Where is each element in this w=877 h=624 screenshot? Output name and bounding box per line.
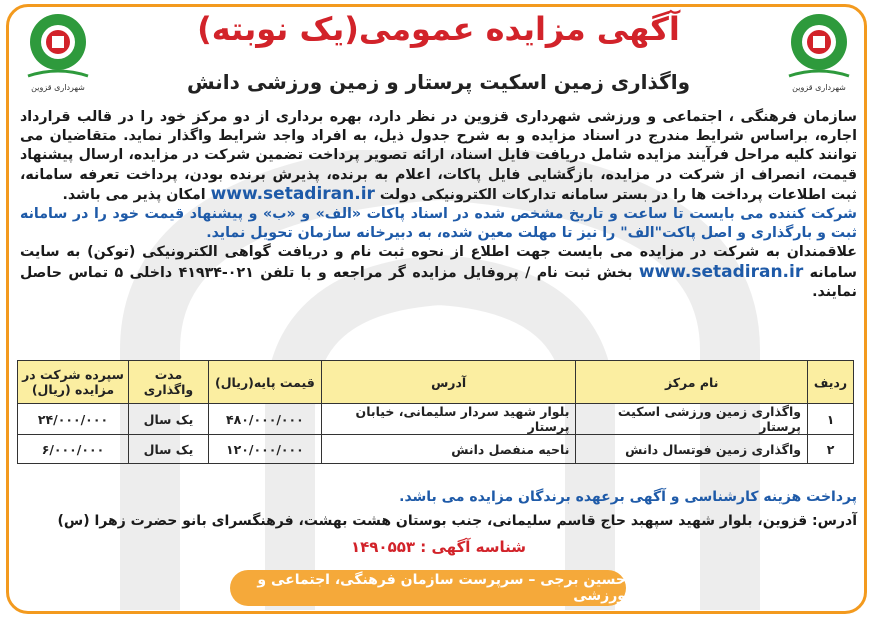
cell-address: ناحیه منفصل دانش bbox=[321, 435, 576, 464]
table-row bbox=[18, 404, 854, 435]
cell-duration: یک سال bbox=[128, 404, 208, 435]
ad-body bbox=[20, 108, 857, 302]
cell-deposit: ۲۴/۰۰۰/۰۰۰ bbox=[18, 404, 129, 435]
body-paragraph-1: سازمان فرهنگی ، اجتماعی و ورزشی شهرداری قزوین در نظر دارد، بهره برداری از دو مرکز خود را در قالب قرارداد اجاره، براساس شرایط مندرج در اسناد مزایده و به شرح جدول ذیل، به افراد واجد شرایط واگذار نماید. متقاضیان می توانند کلیه مراحل فرآیند مزایده شامل دریافت فایل اسناد، ارائه تصویر پرداخت تضمین شرکت در مزایده، ارسال پیشنهاد قیمت، انصراف از شرکت در مزایده، بازگشایی فایل پاکات، اعلام به برنده، پذیرش برنده بودن، پرداخت تعرفه سامانه، ثبت اطلاعات پرداخت ها را در بستر سامانه تدارکات الکترونیکی دولت bbox=[20, 109, 857, 203]
body-paragraph-3-end: بخش ثبت نام / پروفایل مزایده گر مراجعه و با تلفن ۰۲۱-۴۱۹۳۴ داخلی ۵ تماس حاصل نمایند. bbox=[20, 264, 857, 300]
header-deposit: سپرده شرکت در مزایده (ریال) bbox=[18, 361, 129, 404]
body-paragraph-3: علاقمندان به شرکت در مزایده می بایست جهت اطلاع از نحوه ثبت نام و دریافت گواهی الکترونیکی (توکن) به سایت سامانه bbox=[20, 244, 857, 281]
table-row bbox=[18, 435, 854, 464]
body-paragraph bbox=[20, 243, 857, 302]
header-duration: مدت واگذاری bbox=[128, 361, 208, 404]
cost-note: پرداخت هزینه کارشناسی و آگهی برعهده برندگان مزایده می باشد. bbox=[399, 489, 857, 505]
svg-text:شهرداری قزوین: شهرداری قزوین bbox=[31, 83, 85, 92]
ad-title: آگهی مزایده عمومی(یک نوبته) bbox=[197, 10, 680, 48]
body-paragraph bbox=[20, 108, 857, 205]
cell-center-name: واگذاری زمین ورزشی اسکیت پرستار bbox=[576, 404, 808, 435]
setadiran-link[interactable]: www.setadiran.ir bbox=[210, 183, 375, 204]
cell-base-price: ۴۸۰/۰۰۰/۰۰۰ bbox=[208, 404, 321, 435]
body-paragraph-2: شرکت کننده می بایست تا ساعت و تاریخ مشخص شده در اسناد پاکات «الف» و «ب» و پیشنهاد قیمت خود را در سامانه ثبت و بارگذاری و اصل پاکت"الف" را نیز تا مهلت معین شده، به دبیرخانه سازمان تحویل نماید. bbox=[20, 206, 857, 242]
cell-row-number: ۲ bbox=[808, 435, 854, 464]
cell-duration: یک سال bbox=[128, 435, 208, 464]
ad-subtitle: واگذاری زمین اسکیت پرستار و زمین ورزشی دانش bbox=[186, 70, 691, 94]
address-line: آدرس: قزوین، بلوار شهید سپهبد حاج قاسم سلیمانی، جنب بوستان هشت بهشت، فرهنگسرای بانو حضرت زهرا (س) bbox=[57, 513, 857, 529]
ad-identifier: شناسه آگهی : ۱۴۹۰۵۵۳ bbox=[350, 538, 527, 556]
signature-text: حسین برجی – سرپرست سازمان فرهنگی، اجتماعی و ورزشی bbox=[257, 572, 626, 604]
auction-table bbox=[17, 360, 854, 464]
header-address: آدرس bbox=[321, 361, 576, 404]
svg-text:شهرداری قزوین: شهرداری قزوین bbox=[792, 83, 846, 92]
table-header-row bbox=[18, 361, 854, 404]
setadiran-link[interactable]: www.setadiran.ir bbox=[638, 261, 804, 282]
cell-row-number: ۱ bbox=[808, 404, 854, 435]
signature-banner bbox=[230, 570, 626, 606]
cell-address: بلوار شهید سردار سلیمانی، خیابان پرستار bbox=[321, 404, 576, 435]
header-row-number: ردیف bbox=[808, 361, 854, 404]
body-paragraph-1-end: امکان پذیر می باشد. bbox=[62, 186, 206, 203]
cell-center-name: واگذاری زمین فوتسال دانش bbox=[576, 435, 808, 464]
header-center-name: نام مرکز bbox=[576, 361, 808, 404]
cell-base-price: ۱۲۰/۰۰۰/۰۰۰ bbox=[208, 435, 321, 464]
header-base-price: قیمت پایه(ریال) bbox=[208, 361, 321, 404]
cell-deposit: ۶/۰۰۰/۰۰۰ bbox=[18, 435, 129, 464]
